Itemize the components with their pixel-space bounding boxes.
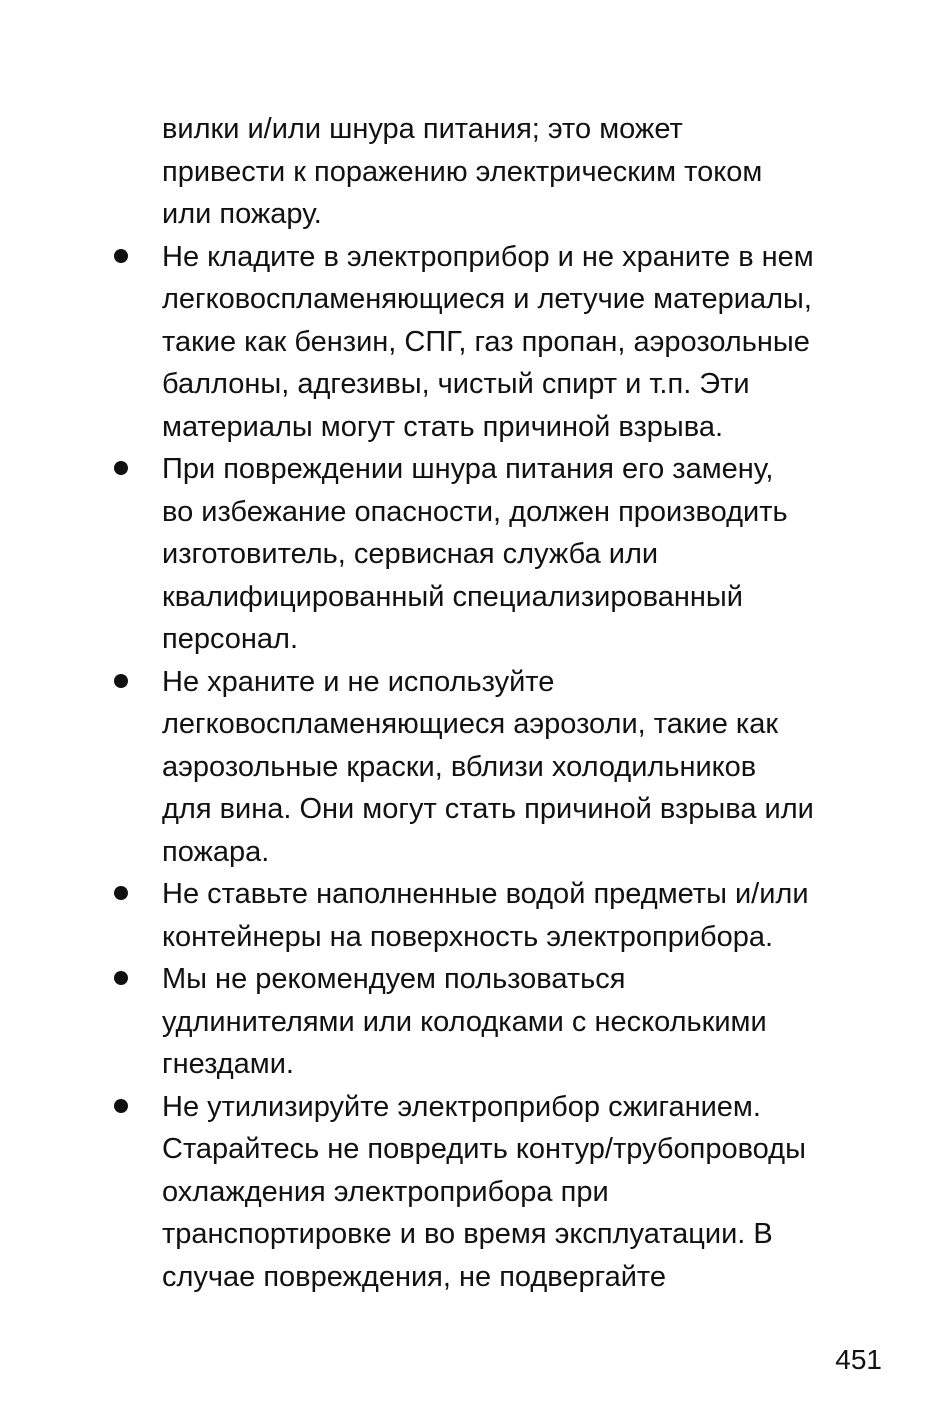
bullet-item (0, 236, 950, 449)
text-line: легковоспламеняющиеся аэрозоли, такие как (162, 708, 779, 740)
text-line: Не храните и не используйте (162, 665, 555, 698)
text-line: вилки и/или шнура питания; это может (162, 113, 683, 145)
text-line: удлинителями или колодками с несколькими (162, 1005, 767, 1038)
text-line: аэрозольные краски, вблизи холодильников (162, 750, 757, 783)
body-text (0, 108, 950, 1298)
text-line: персонал. (162, 623, 299, 655)
text-line: охлаждения электроприбора при (162, 1175, 609, 1208)
continuation-paragraph (0, 108, 950, 236)
text-line: во избежание опасности, должен производить (162, 495, 788, 528)
bullet-icon (114, 1099, 128, 1113)
bullet-item (0, 958, 950, 1086)
text-line: Не кладите в электроприбор и не храните в нем (162, 240, 814, 273)
text-line: Не ставьте наполненные водой предметы и/или (162, 878, 809, 910)
bullet-item (0, 661, 950, 874)
text-line: Мы не рекомендуем пользоваться (162, 963, 626, 995)
text-line: контейнеры на поверхность электроприбора. (162, 920, 774, 953)
bullet-icon (114, 461, 128, 475)
bullet-item (0, 873, 950, 958)
text-line: изготовитель, сервисная служба или (162, 538, 659, 570)
bullet-icon (114, 971, 128, 985)
bullet-item (0, 1086, 950, 1299)
text-line: Старайтесь не повредить контур/трубопроводы (162, 1133, 806, 1165)
bullet-item (0, 448, 950, 661)
text-line: материалы могут стать причиной взрыва. (162, 410, 724, 443)
text-line: квалифицированный специализированный (162, 580, 743, 613)
text-line: пожара. (162, 835, 270, 868)
bullet-icon (114, 674, 128, 688)
text-line: гнездами. (162, 1048, 294, 1080)
text-line: транспортировке и во время эксплуатации. В (162, 1218, 773, 1250)
text-line: легковоспламеняющиеся и летучие материалы, (162, 283, 812, 315)
text-line: Не утилизируйте электроприбор сжиганием. (162, 1090, 761, 1123)
text-line: или пожару. (162, 198, 322, 230)
bullet-icon (114, 886, 128, 900)
text-line: случае повреждения, не подвергайте (162, 1260, 667, 1293)
page-number: 451 (835, 1344, 882, 1375)
text-line: привести к поражению электрическим током (162, 155, 763, 188)
text-line: такие как бензин, СПГ, газ пропан, аэрозольные (162, 325, 810, 358)
text-line: для вина. Они могут стать причиной взрыва или (162, 793, 814, 825)
text-line: баллоны, адгезивы, чистый спирт и т.п. Эти (162, 368, 750, 400)
text-line: При повреждении шнура питания его замену, (162, 453, 774, 485)
bullet-icon (114, 249, 128, 263)
